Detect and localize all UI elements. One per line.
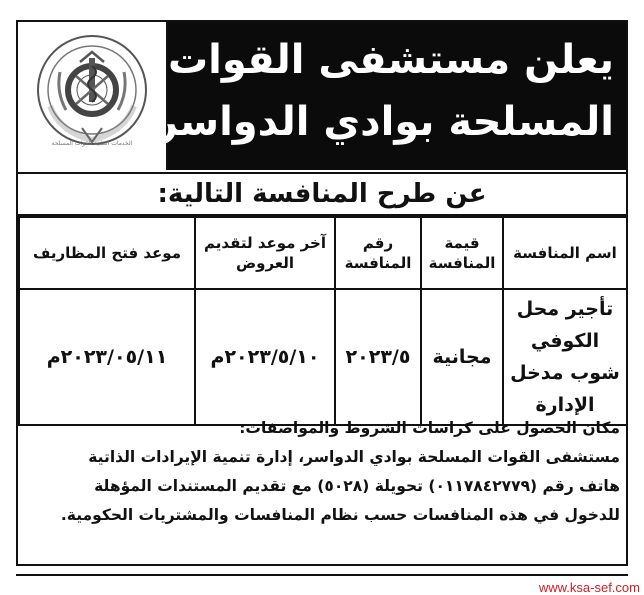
headline-line-1: يعلن مستشفى القوات <box>167 37 614 83</box>
documents-heading: مكان الحصول على كراسات الشروط والمواصفات: <box>239 419 620 437</box>
cell-tender-value: مجانية <box>421 289 503 425</box>
header-banner <box>18 22 626 170</box>
header-tender-name: اسم المنافسة <box>503 217 627 289</box>
documents-location: مستشفى القوات المسلحة بوادي الدواسر، إدارة تنمية الإيرادات الذاتية <box>88 448 620 466</box>
headline-line-2: المسلحة بوادي الدواسر <box>154 99 614 145</box>
bottom-divider <box>16 574 628 576</box>
announcement-frame <box>16 20 628 566</box>
header-opening-date: موعد فتح المظاريف <box>19 217 195 289</box>
tender-table <box>18 216 628 426</box>
cell-tender-name: تأجير محل الكوفي شوب مدخل الإدارة <box>503 289 627 425</box>
documents-info <box>26 414 620 530</box>
table-header-row <box>19 217 627 289</box>
subtitle: عن طرح المنافسة التالية: <box>18 172 626 216</box>
header-tender-number: رقم المنافسة <box>335 217 421 289</box>
cell-deadline: ٢٠٢٣/٥/١٠م <box>195 289 335 425</box>
cell-opening-date: ٢٠٢٣/٠٥/١١م <box>19 289 195 425</box>
cell-tender-number: ٢٠٢٣/٥ <box>335 289 421 425</box>
logo-box <box>18 22 168 170</box>
documents-phone: هاتف رقم (٠١١٧٨٤٢٧٧٩) تحويلة (٥٠٢٨) مع تقديم المستندات المؤهلة <box>94 477 620 495</box>
documents-note: للدخول في هذه المنافسات حسب نظام المنافسات والمشتريات الحكومية. <box>60 506 620 524</box>
table-row <box>19 289 627 425</box>
source-watermark: www.ksa-sef.com <box>538 580 640 595</box>
logo-ring-text: الخدمات الطبية للقوات المسلحة <box>51 140 133 147</box>
title-block <box>154 22 626 170</box>
header-deadline: آخر موعد لتقديم العروض <box>195 217 335 289</box>
header-tender-value: قيمة المنافسة <box>421 217 503 289</box>
